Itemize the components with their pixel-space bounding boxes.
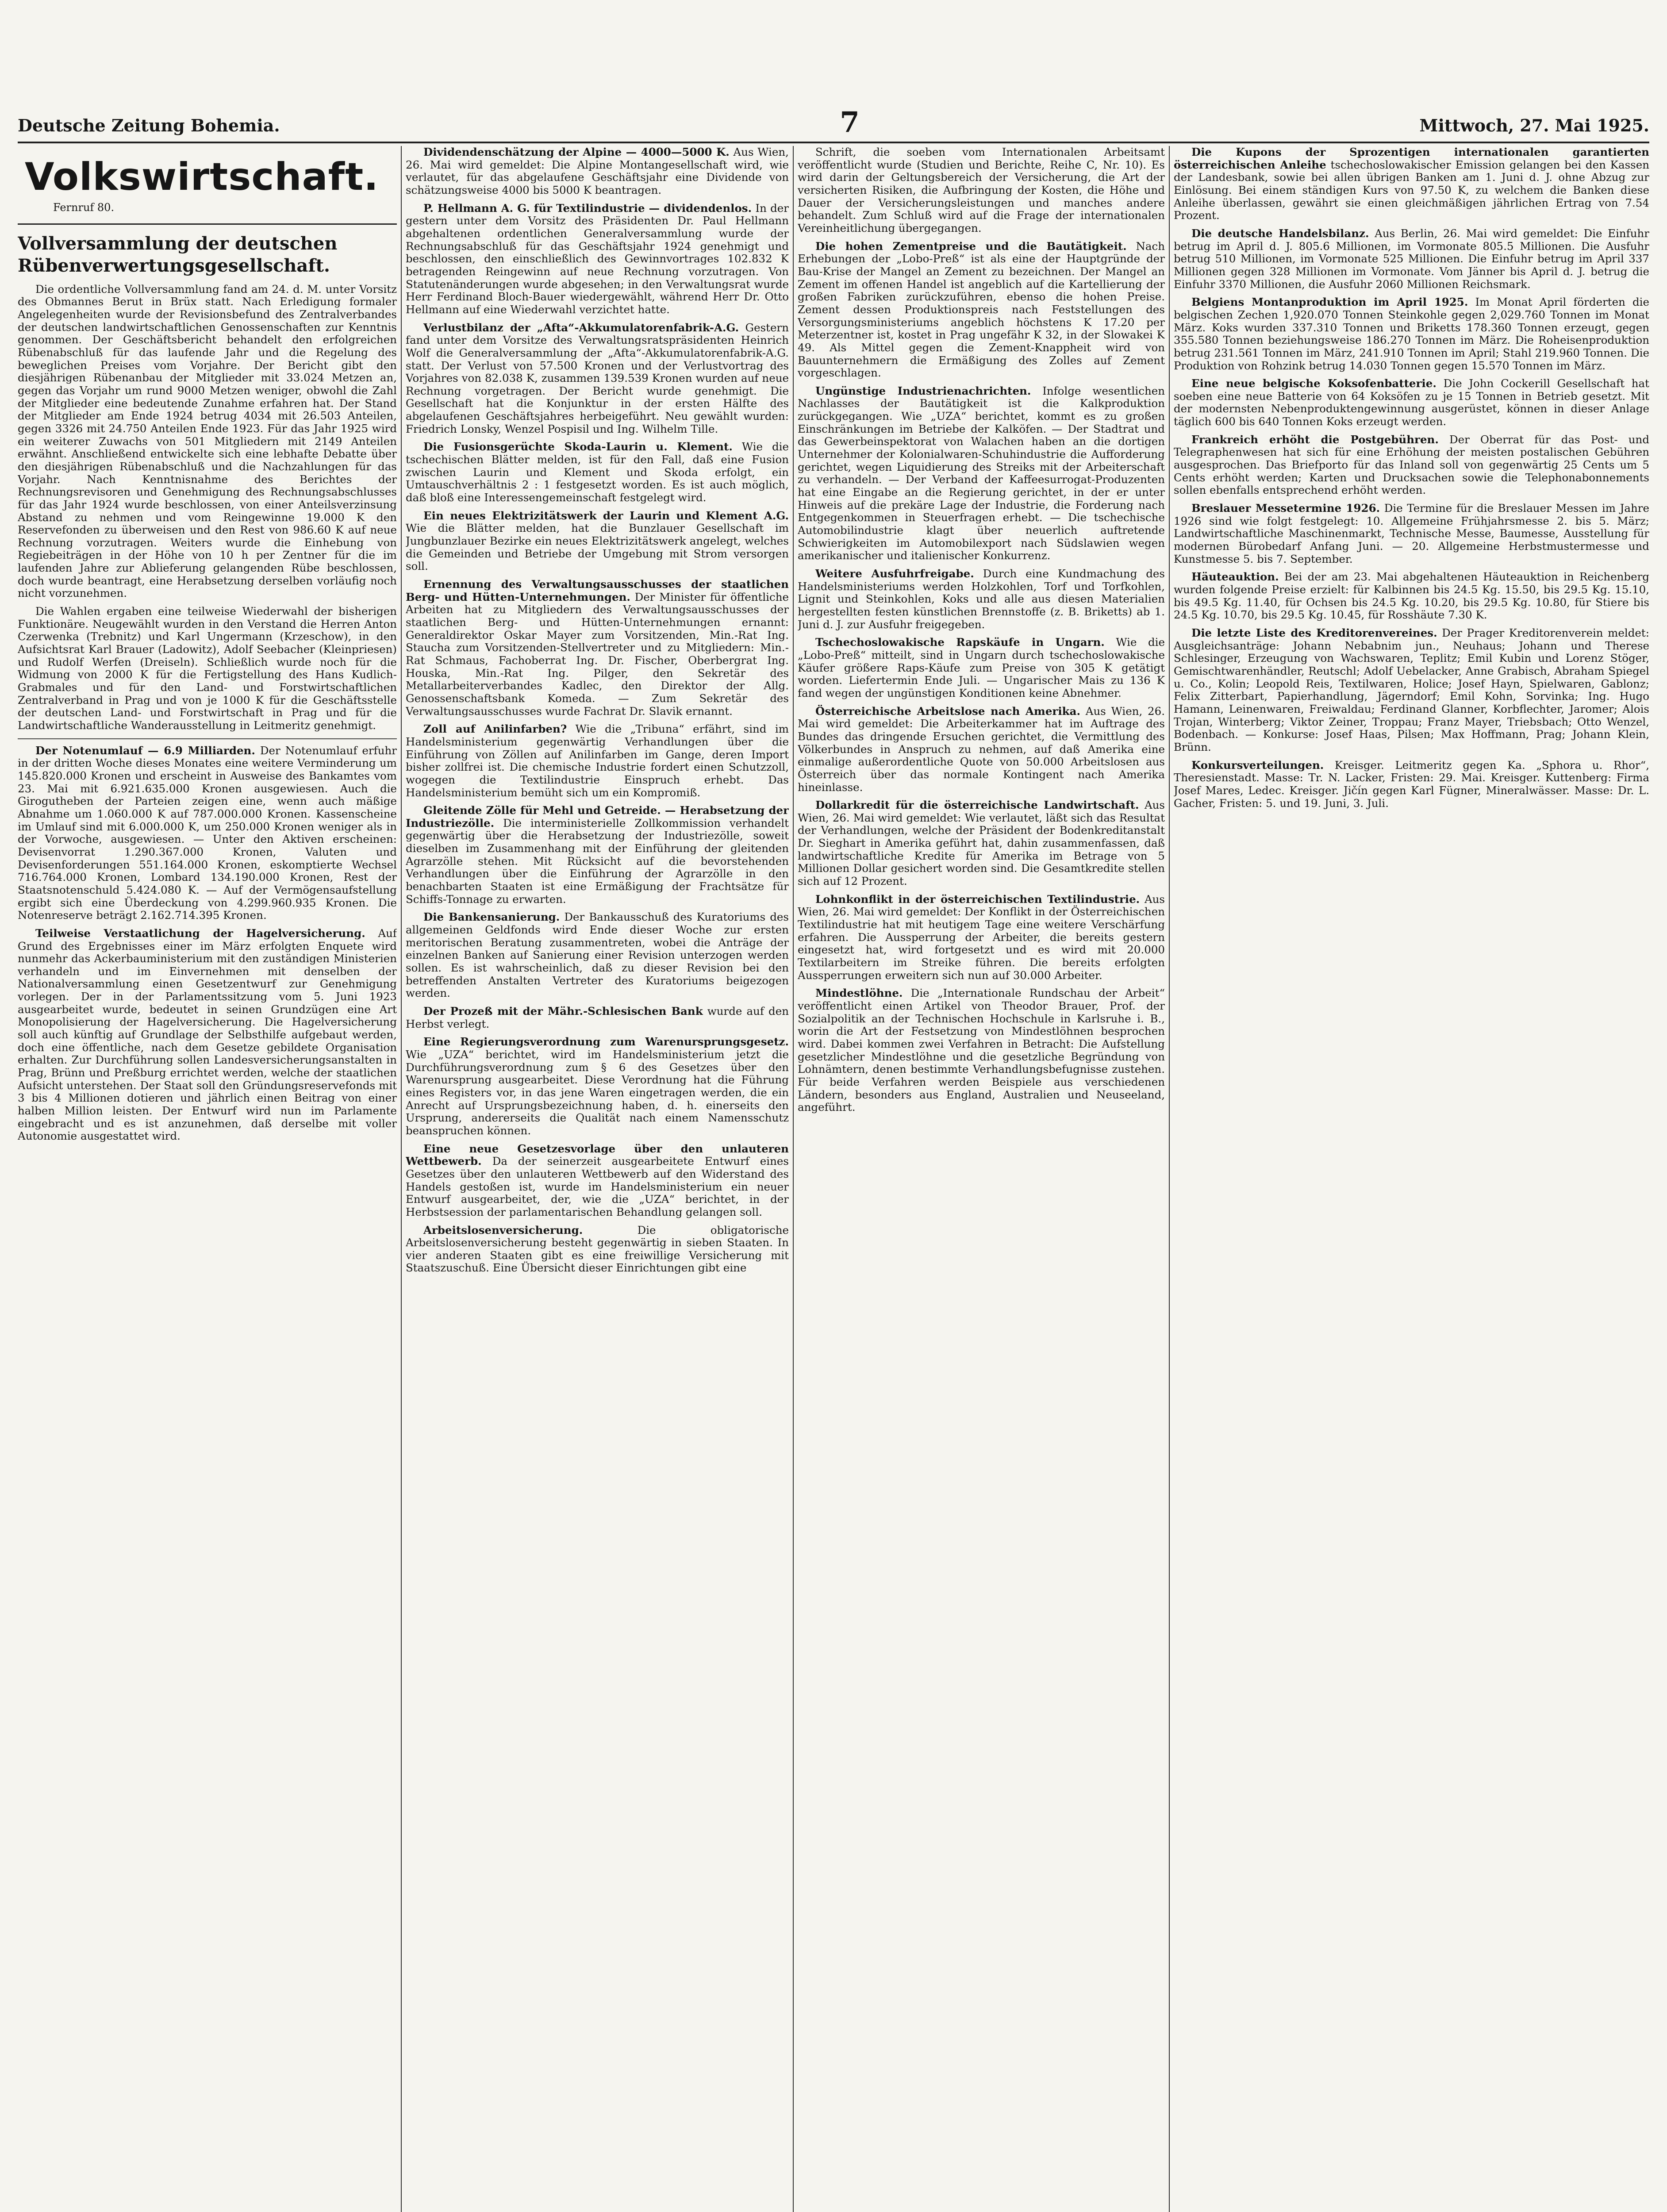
- news-item: [406, 723, 789, 799]
- news-item-title: Österreichische Arbeitslose nach Amerika.: [815, 704, 1081, 718]
- news-item: [798, 146, 1165, 235]
- news-item-text: Nach Erhebungen der „Lobo-Preß“ ist als eine der Hauptgründe der Bau-Krise der Mangel an Zement zu bezeichnen. Der Mangel an Zement im offenen Handel ist angeblich auf die Kartellierung der großen Fabriken zurückzuführen, ebenso die hohen Preise. Zement dessen Produktionspreis nach Feststellungen des Versorgungsministeriums angeblich höchstens K 17.20 per Meterzentner ist, kostet in Prag ungefähr K 32, in der Slowakei K 49. Als Mittel gegen die Zement-Knappheit wird von Bauunternehmern die Ermäßigung des Zolles auf Zement vorgeschlagen.: [798, 239, 1165, 380]
- news-item-title: Lohnkonflikt in der österreichischen Textilindustrie.: [815, 892, 1140, 906]
- news-item: [406, 146, 789, 197]
- news-item-title: Die hohen Zementpreise und die Bautätigkeit.: [815, 239, 1127, 253]
- news-item-title: Eine neue Gesetzesvorlage über den unlauteren Wettbewerb.: [406, 1142, 789, 1168]
- lead-article-paragraph: Die Wahlen ergaben eine teilweise Wiederwahl der bisherigen Funktionäre. Neugewählt wurden in den Verstand die Herren Anton Czerwenka (Trebnitz) und Karl Ungermann (Krzeschow), in den Aufsichtsrat Karl Brauer (Ladowitz), Adolf Seebacher (Kleinpriesen) und Rudolf Werfen (Dreiseln). Schließlich wurde noch für die Widmung von 2000 K für die Fertigstellung des Hans Kudlich-Grabmales und für den Land- und Forstwirtschaftlichen Zentralverband in Prag und von je 1000 K für die Geschäftsstelle der deutschen Land- und Forstwirtschaft in Prag und für die Landwirtschaftliche Wanderausstellung in Leitmeritz genehmigt.: [18, 605, 397, 732]
- news-item: [406, 1036, 789, 1137]
- news-item-title: Tschechoslowakische Rapskäufe in Ungarn.: [815, 636, 1105, 649]
- news-item-title: Mindestlöhne.: [815, 987, 903, 1000]
- news-item-text: Der Minister für öffentliche Arbeiten hat zu Mitgliedern des Verwaltungsausschusses der staatlichen Berg- und Hütten-Unternehmungen ernannt: Generaldirektor Oskar Mayer zum Vorsitzenden, Min.-Rat Ing. Staucha zum Vorsitzenden-Stellvertreter und zu Mitgliedern: Min.-Rat Schmaus, Fachoberrat Ing. Dr. Fischer, Oberbergrat Ing. Houska, Min.-Rat Ing. Pilger, den Sekretär des Metallarbeiterverbandes Kadlec, den Direktor der Allg. Genossenschaftsbank Komeda. — Zum Sekretär des Verwaltungsausschusses wurde Fachrat Dr. Slavik ernannt.: [406, 590, 789, 718]
- news-item-title: Die deutsche Handelsbilanz.: [1191, 227, 1369, 240]
- news-item-title: Gleitende Zölle für Mehl und Getreide. — Herabsetzung der Industriezölle.: [406, 804, 789, 830]
- news-item: [1174, 627, 1649, 754]
- news-item: [406, 1005, 789, 1030]
- news-item-title: Der Prozeß mit der Mähr.-Schlesischen Bank: [423, 1005, 703, 1018]
- news-item-text: tschechoslowakischer Emission gelangen bei den Kassen der Landesbank, sowie bei allen übrigen Banken am 1. Juni d. J. ohne Abzug zur Einlösung. Bei einem ständigen Kurs von 97.50 K, zu welchem die Banken diese Anleihe überlassen, gewährt sie einen gleichmäßigen jährlichen Ertrag von 7.54 Prozent.: [1174, 158, 1649, 222]
- news-item: [406, 202, 789, 316]
- article-list: [18, 745, 397, 1143]
- news-item: [18, 927, 397, 1143]
- news-item-text: Infolge wesentlichen Nachlasses der Bautätigkeit ist die Kalkproduktion zurückgegangen. Wie „UZA“ berichtet, kommt es zu großen Einschränkungen im Betriebe der Kalköfen. — Der Stadtrat und das Gewerbeinspektorat von Walachen haben an die dortigen Unternehmer der Kolonialwaren-Schuhindustrie die Aufforderung gerichtet, wegen Liquidierung des Streiks mit der Arbeiterschaft zu verhandeln. — Der Verband der Kaffeesurrogat-Produzenten hat eine Eingabe an die Regierung gerichtet, in der er unter Hinweis auf die prekäre Lage der Industrie, die Forderung nach Entgegenkommen in Steuerfragen erhebt. — Die tschechische Automobilindustrie klagt über neuerlich auftretende Schwierigkeiten im Automobilexport nach Südslawien wegen amerikanischer und italienischer Konkurrenz.: [798, 384, 1165, 562]
- section-subtitle: Fernruf 80.: [53, 201, 115, 214]
- column-1: [18, 146, 397, 2212]
- news-item-text: Wie die „Lobo-Preß“ mitteilt, sind in Ungarn durch tschechoslowakische Käufer größere Raps-Käufe zum Preise von 305 K getätigt worden. Liefertermin Ende Juli. — Ungarischer Mais zu 136 K fand wegen der ungünstigen Konditionen keine Abnehmer.: [798, 636, 1165, 699]
- news-item-title: Konkursverteilungen.: [1191, 758, 1324, 772]
- news-item-title: P. Hellmann A. G. für Textilindustrie — dividendenlos.: [423, 201, 752, 215]
- news-item: [1174, 146, 1649, 222]
- news-item-text: Auf Grund des Ergebnisses einer im März erfolgten Enquete wird nunmehr das Ackerbauministerium mit den zuständigen Ministerien verhandeln und im Einvernehmen mit denselben der Nationalversammlung einen Gesetzentwurf zur Genehmigung vorlegen. Der in der Parlamentssitzung vom 5. Juni 1923 ausgearbeitet wurde, bedeutet in seinen Grundzügen eine Art Monopolisierung der Hagelversicherung. Die Hagelversicherung soll auch künftig auf Grundlage der Selbsthilfe aufgebaut werden, doch eine öffentliche, nach dem Gesetze gebildete Organisation erhalten. Zur Durchführung sollen Landesversicherungsanstalten in Prag, Brünn und Preßburg errichtet werden, welche der staatlichen Aufsicht unterstehen. Der Staat soll den Gründungsreservefonds mit 3 bis 4 Millionen dotieren und jährlich einen Beitrag von einer halben Million leisten. Der Entwurf wird nun im Parlamente eingebracht und es ist anzunehmen, daß derselbe mit voller Autonomie ausgestattet wird.: [18, 926, 397, 1143]
- news-item-text: Kreisger. Leitmeritz gegen Ka. „Sphora u. Rhor“, Theresienstadt. Masse: Tr. N. Lacker, Fristen: 29. Mai. Kreisger. Kuttenberg: Firma Josef Mares, Ledec. Kreisger. Jičín gegen Karl Fügner, Mineralwässer. Masse: Dr. L. Gacher, Fristen: 5. und 19. Juni, 3. Juli.: [1174, 758, 1649, 810]
- issue-date: Mittwoch, 27. Mai 1925.: [1419, 115, 1649, 135]
- news-item-text: Wie die Blätter melden, hat die Bunzlauer Gesellschaft im Jungbunzlauer Bezirke ein neues Elektrizitätswerk angelegt, welches die Gemeinden und Betriebe der Umgebung mit Strom versorgen soll.: [406, 522, 789, 573]
- news-item-title: Eine neue belgische Koksofenbatterie.: [1191, 377, 1437, 390]
- news-item-title: Teilweise Verstaatlichung der Hagelversicherung.: [35, 926, 365, 940]
- news-item-text: Durch eine Kundmachung des Handelsministeriums werden Holzkohlen, Torf und Torfkohlen, Lignit und Steinkohlen, Koks und alle aus diesen Materialien hergestellten festen künstlichen Brennstoffe (z. B. Briketts) ab 1. Juni d. J. zur Ausfuhr freigegeben.: [798, 567, 1165, 631]
- column-2: [406, 146, 789, 2212]
- news-item-text: Der Prager Kreditorenverein meldet: Ausgleichsanträge: Johann Nebabnim jun., Neuhaus; Johann und Therese Schlesinger, Erzeugung von Wachswaren, Teplitz; Emil Kubin und Lorenz Stöger, Gemischtwarenhändler, Reutschl; Adolf Uebelacker, Anne Grabisch, Abraham Spiegel u. Co., Kolin; Leopold Reis, Textilwaren, Holice; Josef Hayn, Spielwaren, Gablonz; Felix Zitterbart, Papierhandlung, Jägerndorf; Emil Kohn, Sorvinka; Ing. Hugo Hamann, Leinenwaren, Freiwaldau; Ferdinand Glanner, Korbflechter, Jaromer; Alois Trojan, Winterberg; Viktor Zeiner, Troppau; Franz Mayer, Triebsbach; Otto Wenzel, Bodenbach. — Konkurse: Josef Haas, Pilsen; Max Hoffmann, Prag; Johann Klein, Brünn.: [1174, 626, 1649, 753]
- news-item: [406, 441, 789, 504]
- news-item-title: Dollarkredit für die österreichische Landwirtschaft.: [815, 799, 1139, 812]
- news-item: [1174, 571, 1649, 622]
- news-item-text: Aus Wien, 26. Mai wird gemeldet: Die Arbeiterkammer hat im Auftrage des Bundes das dringende Ersuchen gerichtet, die Vermittlung des Völkerbundes in Anspruch zu nehmen, auf daß Amerika eine einmalige außerordentliche Quote von 50.000 Arbeitslosen aus Österreich über das normale Kontingent nach Amerika hineinlasse.: [798, 704, 1165, 794]
- news-item: [1174, 502, 1649, 565]
- page-header: [18, 102, 1649, 143]
- news-item-text: Der Notenumlauf erfuhr in der dritten Woche dieses Monates eine weitere Verminderung um 145.820.000 Kronen und erscheint in Ausweise des Bankamtes vom 23. Mai mit 6.921.635.000 Kronen ausgewiesen. Auch die Girogutheben der Parteien zeigen eine, wenn auch mäßige Abnahme um 1.060.000 K auf 787.000.000 Kronen. Kassenscheine im Umlauf sind mit 6.000.000 K, um 250.000 Kronen weniger als in der Vorwoche, ausgewiesen. — Unter den Aktiven erscheinen: Devisenvorrat 1.290.367.000 Kronen, Valuten und Devisenforderungen 551.164.000 Kronen, eskomptierte Wechsel 716.764.000 Kronen, Lombard 134.190.000 Kronen, Rest der Staatsnotenschuld 5.424.080 K. — Auf der Vermögensaufstellung ergibt sich eine Überdeckung von 4.299.960.935 Kronen. Die Notenreserve beträgt 2.162.714.395 Kronen.: [18, 744, 397, 922]
- news-item-title: Die Kupons der Sprozentigen internationalen garantierten österreichischen Anleihe: [1174, 146, 1649, 171]
- news-item: [406, 1143, 789, 1219]
- news-item: [798, 568, 1165, 631]
- column-rule: [793, 146, 794, 2212]
- news-item-title: Ungünstige Industrienachrichten.: [815, 384, 1031, 397]
- section-title: Volkswirtschaft.: [25, 155, 379, 199]
- news-item-title: Belgiens Montanproduktion im April 1925.: [1191, 296, 1468, 309]
- news-item-text: wurde auf den Herbst verlegt.: [406, 1005, 789, 1030]
- news-item-title: Dividendenschätzung der Alpine — 4000—5000 K.: [423, 146, 730, 158]
- news-item-text: Die obligatorische Arbeitslosenversicherung besteht gegenwärtig in sieben Staaten. In vier anderen Staaten gibt es eine freiwillige Versicherung mit Staatszuschuß. Eine Übersicht dieser Einrichtungen gibt eine: [406, 1223, 789, 1275]
- news-item-text: Die interministerielle Zollkommission verhandelt gegenwärtig über die Herabsetzung der Industriezölle, soweit dieselben im Zusammenhang mit der Einführung der gleitenden Agrarzölle stehen. Mit Rücksicht auf die bevorstehenden Verhandlungen über die Einführung der Agrarzölle in den benachbarten Staaten ist eine Ermäßigung der Frachtsätze für Schiffs-Tonnage zu erwarten.: [406, 816, 789, 906]
- news-item: [798, 636, 1165, 699]
- news-item-title: Weitere Ausfuhrfreigabe.: [815, 567, 974, 580]
- news-item-title: Die Bankensanierung.: [423, 910, 560, 924]
- news-item: [406, 911, 789, 1000]
- newspaper-name: Deutsche Zeitung Bohemia.: [18, 115, 280, 135]
- news-item-text: Der Bankausschuß des Kuratoriums des allgemeinen Geldfonds wird Ende dieser Woche zur ersten meritorischen Beratung zusammentreten, wobei die Anträge der einzelnen Banken auf Sanierung einer Revision unterzogen werden sollen. Es ist wahrscheinlich, daß zu dieser Revision bei den betreffenden Anstalten Vertreter des Kuratoriums beigezogen werden.: [406, 910, 789, 1000]
- news-item: [798, 893, 1165, 982]
- news-item-title: Ernennung des Verwaltungsausschusses der staatlichen Berg- und Hütten-Unternehmungen.: [406, 578, 789, 603]
- lead-article-headline: Vollversammlung der deutschen Rübenverwertungsgesellschaft.: [18, 233, 338, 276]
- news-item: [1174, 434, 1649, 497]
- news-item-text: Bei der am 23. Mai abgehaltenen Häuteauktion in Reichenberg wurden folgende Preise erzielt: für Kalbinnen bis 24.5 Kg. 15.50, bis 29.5 Kg. 15.10, bis 49.5 Kg. 11.40, für Ochsen bis 24.5 Kg. 10.20, bis 29.5 Kg. 10.80, für Stiere bis 24.5 Kg. 10.70, bis 29.5 Kg. 10.45, für Rosshäute 7.30 K.: [1174, 570, 1649, 622]
- news-item-text: Im Monat April förderten die belgischen Zechen 1,920.070 Tonnen Steinkohle gegen 2,029.760 Tonnen im Monat März. Koks wurden 337.310 Tonnen und Briketts 178.360 Tonnen erzeugt, gegen 355.580 Tonnen beziehungsweise 186.270 Tonnen im März. Die Roheisenproduktion betrug 231.561 Tonnen im März, 241.910 Tonnen im April; Stahl 219.960 Tonnen. Die Produktion von Rohzink betrug 14.030 Tonnen gegen 15.570 Tonnen im März.: [1174, 296, 1649, 372]
- news-item-title: Ein neues Elektrizitätswerk der Laurin und Klement A.G.: [423, 509, 789, 522]
- news-item-text: Wie die „Tribuna“ erfährt, sind im Handelsministerium gegenwärtig Verhandlungen über die Einführung von Zöllen auf Anilinfarben im Gange, deren Import bisher zollfrei ist. Die chemische Industrie fordert einen Schutzzoll, wogegen die Textilindustrie Einspruch erhebt. Das Handelsministerium bemüht sich um ein Kompromiß.: [406, 722, 789, 799]
- column-rule: [401, 146, 402, 2212]
- news-item: [1174, 377, 1649, 428]
- section-rule: [18, 223, 397, 225]
- news-item-text: Gestern fand unter dem Vorsitze des Verwaltungsratspräsidenten Heinrich Wolf die Generalversammlung der „Afta“-Akkumulatorenfabrik-A.G. statt. Der Verlust von 57.500 Kronen und der Verlustvortrag des Vorjahres von 82.038 K, zusammen 139.539 Kronen wurden auf neue Rechnung vorgetragen. Der Bericht wurde genehmigt. Die Gesellschaft hat die Konjunktur in der ersten Hälfte des abgelaufenen Geschäftsjahres herbeigeführt. Neu gewählt wurden: Friedrich Lonsky, Wenzel Pospisil und Ing. Wilhelm Tille.: [406, 321, 789, 435]
- column-3: [798, 146, 1165, 2212]
- article-list: [406, 146, 789, 1275]
- news-item: [406, 804, 789, 906]
- news-item-text: Schrift, die soeben vom Internationalen Arbeitsamt veröffentlicht wurde (Studien und Berichte, Reihe C, Nr. 10). Es wird darin der Geltungsbereich der Versicherung, die Art der versicherten Risiken, die Aufbringung der Kosten, die Höhe und Dauer der Versicherungsleistungen und manches andere behandelt. Zum Schluß wird auf die Frage der internationalen Vereinheitlichung übergegangen.: [798, 146, 1165, 234]
- article-separator: [18, 738, 397, 739]
- news-item-title: Frankreich erhöht die Postgebühren.: [1191, 433, 1439, 446]
- news-item: [1174, 227, 1649, 291]
- news-item-title: Zoll auf Anilinfarben?: [423, 722, 567, 736]
- article-list: [1174, 146, 1649, 810]
- news-item-text: Die John Cockerill Gesellschaft hat soeben eine neue Batterie von 64 Koksöfen zu je 15 Tonnen in Betrieb gesetzt. Mit der modernsten Nebenproduktengewinnung ausgerüstet, können in dieser Anlage täglich 600 bis 640 Tonnen Koks erzeugt werden.: [1174, 377, 1649, 428]
- news-item: [1174, 759, 1649, 810]
- news-item-text: Aus Wien, 26. Mai wird gemeldet: Wie verlautet, läßt sich das Resultat der Verhandlungen, welche der Präsident der Bodenkreditanstalt Dr. Sieghart in Amerika geführt hat, dahin zusammenfassen, daß landwirtschaftliche Kredite für Amerika im Betrage von 5 Millionen Dollar gesichert worden sind. Die Gesamtkredite stellen sich auf 12 Prozent.: [798, 799, 1165, 888]
- news-item: [406, 322, 789, 436]
- news-item-title: Eine Regierungsverordnung zum Warenursprungsgesetz.: [423, 1035, 789, 1048]
- news-item-title: Verlustbilanz der „Afta“-Akkumulatorenfabrik-A.G.: [423, 321, 739, 334]
- news-item-text: In der gestern unter dem Vorsitz des Präsidenten Dr. Paul Hellmann abgehaltenen ordentlichen Generalversammlung wurde der Rechnungsabschluß für das Geschäftsjahr 1924 genehmigt und beschlossen, den einschließlich des Gewinnvortrages 102.832 K betragenden Reingewinn auf neue Rechnung vorzutragen. Von Statutenänderungen wurde abgesehen; in den Verwaltungsrat wurde Herr Ferdinand Bloch-Bauer wiedergewählt, während Herr Dr. Otto Hellmann auf eine Wiederwahl verzichtet hatte.: [406, 201, 789, 316]
- news-item: [1174, 296, 1649, 372]
- news-item: [798, 987, 1165, 1114]
- news-item: [18, 745, 397, 922]
- news-item: [406, 578, 789, 718]
- news-item-title: Häuteauktion.: [1191, 570, 1279, 584]
- news-item-text: Aus Wien, 26. Mai wird gemeldet: Der Konflikt in der Österreichischen Textilindustrie hat mit heutigem Tage eine weitere Verschärfung erfahren. Die Aussperrung der Arbeiter, die bereits gestern eingesetzt hat, wird fortgesetzt und es wird mit 20.000 Textilarbeitern im Streike führen. Die bereits erfolgten Aussperrungen erweitern sich nun auf 30.000 Arbeiter.: [798, 892, 1165, 982]
- lead-article-paragraph: Die ordentliche Vollversammlung fand am 24. d. M. unter Vorsitz des Obmannes Berut in Brüx statt. Nach Erledigung formaler Angelegenheiten wurde der Revisionsbefund des Zentralverbandes der deutschen landwirtschaftlichen Genossenschaften zur Kenntnis genommen. Der Geschäftsbericht behandelt den erfolgreichen Rübenabschluß für das laufende Jahr und die Regelung des beweglichen Preises vom Vorjahre. Der Bericht gibt den diesjährigen Rübenanbau der Mitglieder mit 33.024 Metzen an, gegen das Vorjahr um rund 9000 Metzen weniger, obwohl die Zahl der Mitglieder eine bedeutende Zunahme erfahren hat. Der Stand der Mitglieder am Ende 1924 betrug 4034 mit 26.503 Anteilen, gegen 3326 mit 24.750 Anteilen Ende 1923. Für das Jahr 1925 wird ein weiterer Zuwachs von 501 Mitgliedern mit 2149 Anteilen erwähnt. Anschließend entwickelte sich eine lebhafte Debatte über den diesjährigen Rübenabschluß und die Nachzahlungen für das Vorjahr. Nach Kenntnisnahme des Berichtes der Rechnungsrevisoren und Genehmigung des Rechnungsabschlusses für das Jahr 1924 wurde beschlossen, von einer Anteilsverzinsung Abstand zu nehmen und vom Reingewinne 19.000 K den Reservefonden zu überweisen und den Rest von 986.60 K auf neue Rechnung vorzutragen. Weiters wurde die Einhebung von Regiebeiträgen in der Höhe von 10 h per Zentner für die im laufenden Jahre zur Ablieferung gelangenden Rübe beschlossen, doch wurde beantragt, eine Herabsetzung derselben vorläufig noch nicht vorzunehmen.: [18, 282, 397, 600]
- news-item-title: Breslauer Messetermine 1926.: [1191, 502, 1380, 515]
- news-item-title: Die letzte Liste des Kreditorenvereines.: [1191, 626, 1437, 639]
- news-item: [798, 385, 1165, 562]
- column-4: [1174, 146, 1649, 2212]
- news-item-title: Der Notenumlauf — 6.9 Milliarden.: [35, 744, 255, 757]
- news-item-text: Aus Wien, 26. Mai wird gemeldet: Die Alpine Montangesellschaft wird, wie verlautet, für das abgelaufene Geschäftsjahr eine Dividende von schätzungsweise 4000 bis 5000 K beantragen.: [406, 146, 789, 196]
- news-item-text: Da der seinerzeit ausgearbeitete Entwurf eines Gesetzes über den unlauteren Wettbewerb auf den Widerstand des Handels gestoßen ist, wurde im Handelsministerium ein neuer Entwurf ausgearbeitet, der, wie die „UZA“ berichtet, in der Herbstsession der parlamentarischen Behandlung gelangen soll.: [406, 1155, 789, 1218]
- news-item-text: Aus Berlin, 26. Mai wird gemeldet: Die Einfuhr betrug im April d. J. 805.6 Millionen, im Vormonate 805.5 Millionen. Die Ausfuhr betrug 510 Millionen, im Vormonate 525 Millionen. Die Einfuhr betrug im April 337 Millionen gegen 328 Millionen im Vormonate. Vom Jänner bis April d. J. betrug die Einfuhr 3370 Millionen, die Ausfuhr 2060 Millionen Reichsmark.: [1174, 227, 1649, 291]
- news-item: [798, 240, 1165, 380]
- news-item-title: Arbeitslosenversicherung.: [423, 1223, 583, 1237]
- news-item-text: Die „Internationale Rundschau der Arbeit“ veröffentlicht einen Artikel von Theodor Brauer, Prof. der Sozialpolitik an der Technischen Hochschule in Karlsruhe i. B., worin die Art der Festsetzung von Mindestlöhnen besprochen wird. Dabei kommen zwei Verfahren in Betracht: Die Aufstellung gesetzlicher Mindestlöhne und die gesetzliche Begründung von Lohnämtern, denen bestimmte Verhandlungsbefugnisse zustehen. Für beide Verfahren werden Beispiele aus verschiedenen Ländern, besonders aus England, Australien und Neuseeland, angeführt.: [798, 987, 1165, 1114]
- news-item: [406, 510, 789, 573]
- news-item-text: Die Termine für die Breslauer Messen im Jahre 1926 sind wie folgt festgelegt: 10. Allgemeine Frühjahrsmesse 2. bis 5. März; Landwirtschaftliche Maschinenmarkt, Technische Messe, Baumesse, Ausstellung für modernen Bürobedarf Anfang Juni. — 20. Allgemeine Herbstmustermesse und Kunstmesse 5. bis 7. September.: [1174, 502, 1649, 565]
- column-rule: [1169, 146, 1170, 2212]
- news-item-text: Der Oberrat für das Post- und Telegraphenwesen hat sich für eine Erhöhung der meisten postalischen Gebühren ausgesprochen. Das Briefporto für das Inland soll von gegenwärtig 25 Cents um 5 Cents erhöht werden; Karten und Drucksachen sowie die Telephonabonnements sollen ebenfalls entsprechend erhöht werden.: [1174, 433, 1649, 497]
- news-item-text: Wie die tschechischen Blätter melden, ist für den Fall, daß eine Fusion zwischen Laurin und Klement und Skoda erfolgt, ein Umtauschverhältnis 2 : 1 festgesetzt worden. Es ist auch möglich, daß bloß eine Interessengemeinschaft festgelegt wird.: [406, 440, 789, 504]
- article-list: [798, 146, 1165, 1114]
- page-number: 7: [840, 106, 860, 139]
- news-item-title: Die Fusionsgerüchte Skoda-Laurin u. Klement.: [423, 440, 733, 453]
- news-item-text: Wie „UZA“ berichtet, wird im Handelsministerium jetzt die Durchführungsverordnung zum § 6 des Gesetzes über den Warenursprung ausgearbeitet. Diese Verordnung hat die Führung eines Registers vor, in das jene Waren eingetragen werden, die ein Anrecht auf Ursprungsbezeichnung haben, d. h. einerseits den Ursprung, andererseits die Qualität nach einem Namensschutz beanspruchen können.: [406, 1048, 789, 1137]
- news-item: [798, 705, 1165, 794]
- news-item: [798, 799, 1165, 888]
- news-item: [406, 1224, 789, 1275]
